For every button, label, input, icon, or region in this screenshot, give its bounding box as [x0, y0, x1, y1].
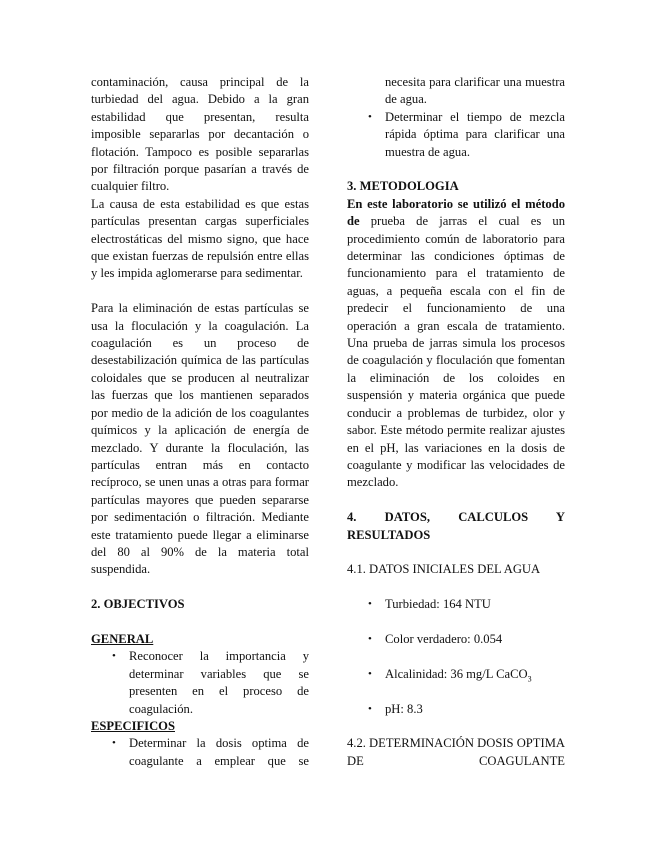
- especificos-list: [91, 735, 309, 770]
- color-value: Color verdadero: 0.054: [385, 631, 503, 646]
- paragraph-eliminacion: Para la eliminación de estas partículas se usa la floculación y la coagulación. La coagulación es un proceso de desestabilización química de las partículas coloidales que se producen al neutralizar las fuerzas que los mantienen separados por medio de la adición de los coagulantes químicos y la aplicación de energía de mezclado. Y durante la floculación, las partículas entran más en contacto recíproco, se unen unas a otras para formar partículas mayores que pueden separarse por sedimentación o filtración. Mediante este tratamiento puede llegar a eliminarse del 80 al 90% de la materia total suspendida.: [91, 301, 309, 577]
- bullet-icon: •: [112, 650, 116, 663]
- bullet-icon: •: [112, 737, 116, 750]
- paragraph-contaminacion: contaminación, causa principal de la turbiedad del agua. Debido a la gran estabilidad que presentan, resulta imposible separarlas por decantación o flotación. Tampoco es posible separarlas por filtración porque pasarían a través de cualquier filtro.: [91, 75, 309, 194]
- list-item-text: Reconocer la importancia y determinar variables que se presenten en el proceso de coagulación.: [129, 649, 309, 716]
- list-item-color: [347, 631, 565, 648]
- metodologia-lead: En este laboratorio se utilizó el método de: [347, 196, 565, 229]
- bullet-icon: •: [368, 667, 372, 680]
- especificos-list-cont: [347, 109, 565, 161]
- turbiedad-value: Turbiedad: 164 NTU: [385, 597, 491, 612]
- general-list: [91, 648, 309, 718]
- paragraph-metodologia: [347, 196, 565, 492]
- spacer: [347, 161, 565, 178]
- list-item: [91, 648, 309, 718]
- heading-objetivos: 2. OBJECTIVOS: [91, 597, 185, 612]
- list-item-text: Determinar el tiempo de mezcla rápida óptima para clarificar una muestra de agua.: [385, 109, 565, 159]
- datos-iniciales-list: [347, 596, 565, 718]
- heading-general: GENERAL: [91, 631, 154, 646]
- heading-metodologia: 3. METODOLOGIA: [347, 179, 459, 194]
- heading-datos: 4. DATOS, CALCULOS Y RESULTADOS: [347, 510, 565, 542]
- list-item: [91, 735, 309, 770]
- spacer: [347, 544, 565, 561]
- left-column: [91, 74, 309, 770]
- list-item-ph: [347, 701, 565, 718]
- alcalinidad-subscript: 3: [527, 674, 532, 684]
- list-item-alcalinidad: [347, 666, 565, 683]
- right-column: [347, 74, 565, 770]
- spacer: [347, 579, 565, 596]
- bullet-icon: •: [368, 702, 372, 715]
- spacer: [347, 718, 565, 735]
- heading-dosis-optima: 4.2. DETERMINACIÓN DOSIS OPTIMA DE COAGULANTE: [347, 736, 565, 768]
- heading-datos-iniciales: 4.1. DATOS INICIALES DEL AGUA: [347, 562, 541, 577]
- list-item-turbiedad: [347, 596, 565, 613]
- spacer: [91, 579, 309, 596]
- metodologia-text: prueba de jarras el cual es un procedimiento común de laboratorio para determinar las condiciones óptimas de funcionamiento para el tratamiento de aguas, a pequeña escala con el fin de predecir el funcionamiento de una operación a gran escala de tratamiento. Una prueba de jarras simula los procesos de coagulación y floculación que fomentan la eliminación de los coloides en suspensión y materia orgánica que puede conducir a problemas de turbidez, olor y sabor. Este método permite realizar ajustes en el pH, las variaciones en la dosis de coagulante y modificar las velocidades de mezclado.: [347, 214, 565, 490]
- alcalinidad-value: Alcalinidad: 36 mg/L CaCO: [385, 666, 528, 681]
- list-item-text: Determinar la dosis optima de coagulante a emplear que se: [129, 736, 309, 768]
- spacer: [91, 283, 309, 300]
- list-item-continuation: necesita para clarificar una muestra de agua.: [385, 75, 565, 107]
- spacer: [347, 492, 565, 509]
- spacer: [91, 614, 309, 631]
- list-item: [347, 109, 565, 161]
- bullet-icon: •: [368, 110, 372, 123]
- bullet-icon: •: [368, 598, 372, 611]
- heading-especificos: ESPECIFICOS: [91, 718, 175, 733]
- paragraph-causa-estabilidad: La causa de esta estabilidad es que estas partículas presentan cargas superficiales electrostáticas del mismo signo, que hace que existan fuerzas de repulsión entre ellas y les impida aglomerarse para sedimentar.: [91, 196, 309, 281]
- bullet-icon: •: [368, 632, 372, 645]
- ph-value: pH: 8.3: [385, 701, 423, 716]
